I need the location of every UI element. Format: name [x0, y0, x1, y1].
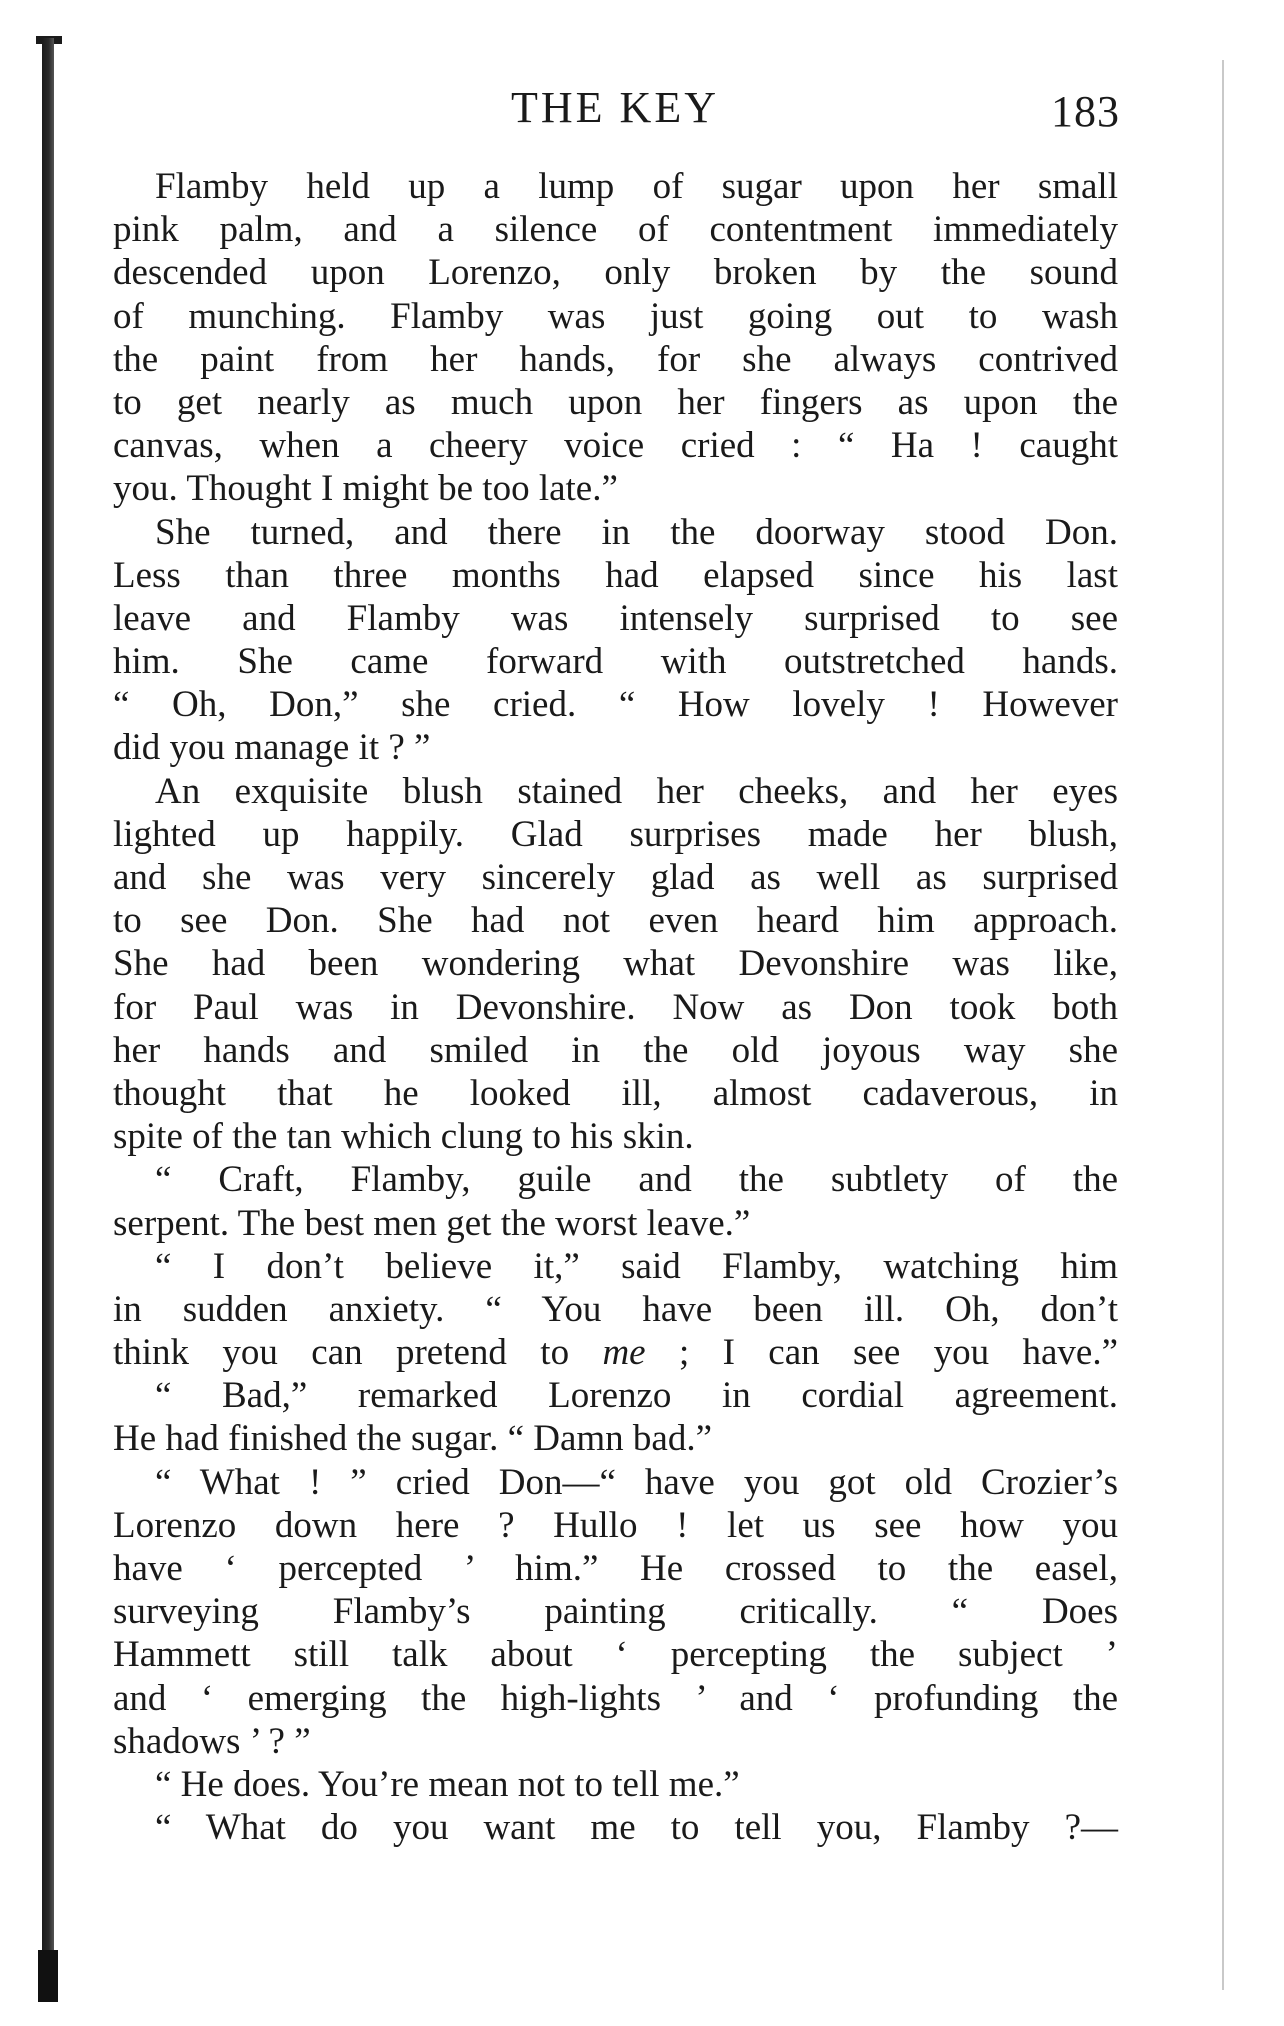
text-line: the paint from her hands, for she always contrived: [113, 338, 1118, 380]
text-line: lighted up happily. Glad surprises made her blush,: [113, 813, 1118, 855]
text-line: “ He does. You’re mean not to tell me.”: [155, 1763, 740, 1805]
text-line: Less than three months had elapsed since his last: [113, 554, 1118, 596]
text-line: “ Craft, Flamby, guile and the subtlety of the: [155, 1159, 1118, 1201]
text-line: descended upon Lorenzo, only broken by the sound: [113, 252, 1118, 294]
text-line: An exquisite blush stained her cheeks, and her eyes: [155, 770, 1118, 812]
text-line: did you manage it ? ”: [113, 727, 431, 769]
right-page-edge: [1222, 60, 1224, 1990]
text-line: to get nearly as much upon her fingers as upon the: [113, 381, 1118, 423]
text-line: you. Thought I might be too late.”: [113, 468, 618, 510]
running-title: THE KEY: [511, 83, 719, 132]
text-line: surveying Flamby’s painting critically. “ Does: [113, 1591, 1118, 1633]
text-line: have ‘ percepted ’ him.” He crossed to the easel,: [113, 1548, 1118, 1589]
text-line: of munching. Flamby was just going out to wash: [113, 295, 1118, 337]
text-line: canvas, when a cheery voice cried : “ Ha ! caught: [113, 425, 1118, 467]
text-line: “ What do you want me to tell you, Flamby ?—: [155, 1807, 1118, 1849]
text-line: for Paul was in Devonshire. Now as Don took both: [113, 986, 1118, 1028]
text-line: Hammett still talk about ‘ percepting the subject ’: [113, 1634, 1118, 1676]
text-line: him. She came forward with outstretched hands.: [113, 641, 1118, 683]
text-line: “ I don’t believe it,” said Flamby, watching him: [155, 1245, 1118, 1287]
emphasis: me: [602, 1332, 646, 1374]
text-line: leave and Flamby was intensely surprised to see: [113, 597, 1118, 639]
text-line: to see Don. She had not even heard him approach.: [113, 900, 1118, 942]
text-line: “ Oh, Don,” she cried. “ How lovely ! However: [113, 684, 1118, 726]
text-line: and ‘ emerging the high-lights ’ and ‘ profunding the: [113, 1677, 1118, 1719]
text-line: spite of the tan which clung to his skin.: [113, 1116, 694, 1158]
text-line: She turned, and there in the doorway stood Don.: [155, 511, 1118, 553]
binding-foot: [38, 1950, 58, 2002]
text-line: her hands and smiled in the old joyous way she: [113, 1029, 1118, 1071]
binding-edge: [42, 38, 54, 1993]
text-line: He had finished the sugar. “ Damn bad.”: [113, 1418, 713, 1460]
text-line: thought that he looked ill, almost cadaverous, in: [113, 1072, 1118, 1114]
text-line: Flamby held up a lump of sugar upon her small: [155, 166, 1118, 207]
page-header: [110, 82, 1120, 142]
text-line: “ What ! ” cried Don—“ have you got old Crozier’s: [155, 1461, 1118, 1503]
text-line: think you can pretend to me ; I can see you have.”: [113, 1332, 1118, 1374]
text-line: shadows ’ ? ”: [113, 1720, 311, 1762]
text-line: She had been wondering what Devonshire was like,: [113, 943, 1118, 985]
body-text: [113, 165, 1118, 1849]
text-line: “ Bad,” remarked Lorenzo in cordial agreement.: [155, 1375, 1118, 1417]
text-line: serpent. The best men get the worst leave.”: [113, 1202, 751, 1244]
text-line: Lorenzo down here ? Hullo ! let us see how you: [113, 1504, 1118, 1546]
text-line: and she was very sincerely glad as well as surprised: [113, 857, 1118, 898]
page-number: 183: [1051, 87, 1120, 136]
text-line: in sudden anxiety. “ You have been ill. Oh, don’t: [113, 1288, 1118, 1330]
text-line: pink palm, and a silence of contentment immediately: [113, 209, 1118, 251]
